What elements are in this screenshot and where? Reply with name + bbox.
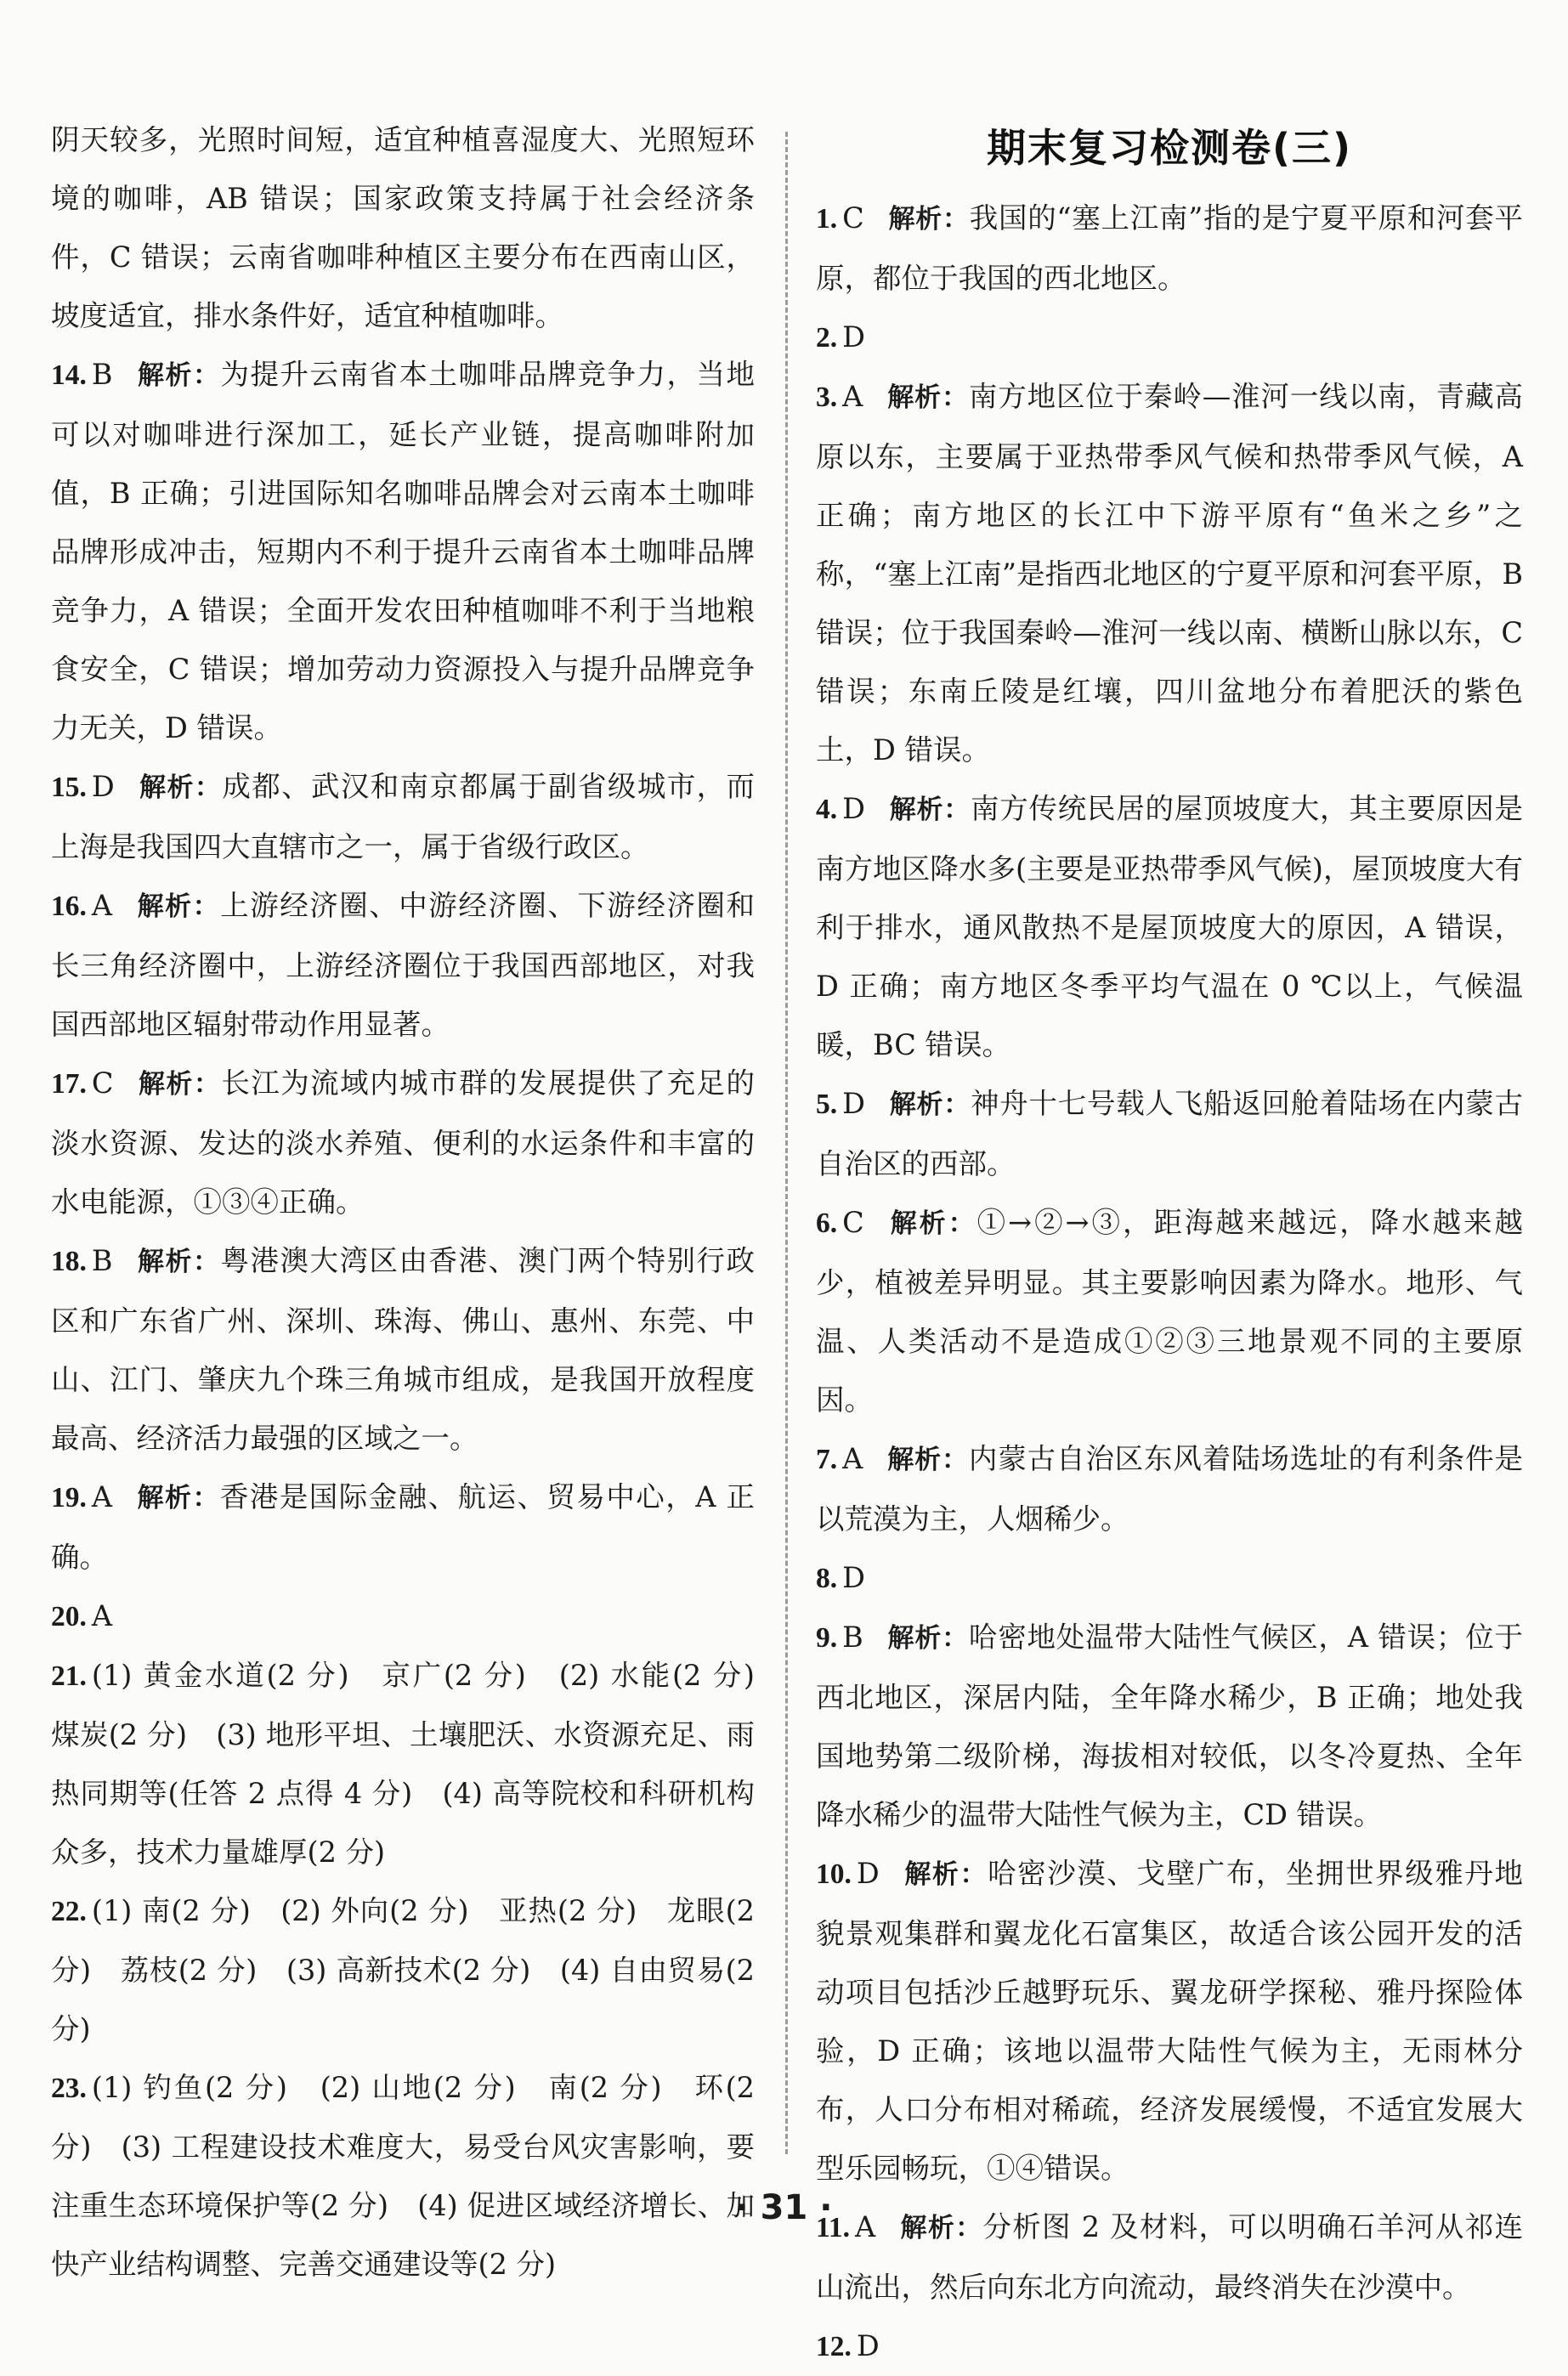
analysis-text: (1) 南(2 分) (2) 外向(2 分) 亚热(2 分) 龙眼(2 分) 荔枝(2 分) (3) 高新技术(2 分) (4) 自由贸易(2 分) [51, 1894, 755, 2045]
answer-item [51, 1881, 755, 2058]
analysis-text: 香港是国际金融、航运、贸易中心，A 正确。 [51, 1480, 756, 1574]
page-number: · 31 · [735, 2188, 833, 2227]
analysis-label: 解析： [136, 1483, 220, 1513]
question-number: 19. [51, 1482, 87, 1513]
analysis-text: 哈密沙漠、戈壁广布，坐拥世界级雅丹地貌景观集群和翼龙化石富集区，故适合该公园开发的活动项目包括沙丘越野玩乐、翼龙研学探秘、雅丹探险体验，D 正确；该地以温带大陆性气候为主，无雨林分布，人口分布相对稀疏，经济发展缓慢，不适宜发展大型乐园畅玩，①④错误。 [816, 1857, 1524, 2185]
analysis-label: 解析： [887, 1208, 977, 1239]
question-number: 16. [51, 891, 87, 922]
answer-choice: C [91, 1066, 114, 1100]
question-number: 15. [51, 772, 87, 803]
answer-item [51, 2058, 755, 2294]
left-intro-text: 阴天较多，光照时间短，适宜种植喜湿度大、光照短环境的咖啡，AB 错误；国家政策支持属于社会经济条件，C 错误；云南省咖啡种植区主要分布在西南山区，坡度适宜，排水条件好，适宜种植咖啡。 [51, 123, 755, 332]
question-number: 5. [816, 1089, 838, 1120]
question-number: 1. [816, 203, 838, 235]
answer-item [816, 1429, 1523, 1548]
analysis-label: 解析： [899, 2213, 983, 2243]
analysis-text: 成都、武汉和南京都属于副省级城市，而上海是我国四大直辖市之一，属于省级行政区。 [51, 770, 756, 863]
answer-choice: A [91, 1599, 113, 1632]
question-number: 20. [51, 1601, 87, 1632]
analysis-text: 南方地区位于秦岭—淮河一线以南，青藏高原以东，主要属于亚热带季风气候和热带季风气候，A 正确；南方地区的长江中下游平原有“鱼米之乡”之称，“塞上江南”是指西北地区的宁夏平原和河套平原，B 错误；位于我国秦岭—淮河一线以南、横断山脉以东，C 错误；东南丘陵是红壤，四川盆地分布着肥沃的紫色土，D 错误。 [816, 380, 1524, 767]
question-number: 14. [51, 359, 87, 391]
question-number: 21. [51, 1660, 87, 1692]
analysis-label: 解析： [136, 360, 221, 391]
answer-choice: B [842, 1621, 863, 1654]
answer-item [816, 2317, 1523, 2376]
analysis-label: 解析： [888, 1089, 971, 1120]
answer-item [816, 1074, 1523, 1193]
answer-item [51, 1231, 755, 1468]
exam-title: 期末复习检测卷(三) [986, 125, 1353, 171]
analysis-text: (1) 黄金水道(2 分) 京广(2 分) (2) 水能(2 分) 煤炭(2 分) (3) 地形平坦、土壤肥沃、水资源充足、雨热同期等(任答 2 点得 4 分) (4) 高等院校和科研机构众多，技术力量雄厚(2 分) [51, 1659, 784, 1869]
question-number: 23. [51, 2073, 87, 2104]
answer-item [51, 757, 755, 876]
answer-item [816, 1608, 1523, 1844]
analysis-label: 解析： [887, 204, 970, 235]
answer-item [816, 1548, 1523, 1608]
question-number: 6. [816, 1208, 838, 1239]
analysis-label: 解析： [138, 772, 223, 803]
question-number: 8. [816, 1563, 838, 1594]
analysis-text: 为提升云南省本土咖啡品牌竞争力，当地可以对咖啡进行深加工，延长产业链，提高咖啡附加值，B 正确；引进国际知名咖啡品牌会对云南本土咖啡品牌形成冲击，短期内不利于提升云南省本土咖啡品牌竞争力，A 错误；全面开发农田种植咖啡不利于当地粮食安全，C 错误；增加劳动力资源投入与提升品牌竞争力无关，D 错误。 [51, 358, 755, 744]
answer-item [51, 1054, 755, 1231]
answer-choice: C [842, 1206, 864, 1239]
question-number: 7. [816, 1444, 838, 1475]
answer-item [51, 1587, 755, 1646]
answer-choice: A [842, 1442, 863, 1475]
analysis-label: 解析： [886, 382, 969, 413]
answer-item [816, 1193, 1523, 1429]
question-number: 12. [816, 2331, 852, 2362]
answer-choice: D [842, 1087, 865, 1120]
answer-choice: A [91, 889, 113, 922]
answer-item [51, 876, 755, 1054]
question-number: 9. [816, 1622, 838, 1654]
answer-choice: A [842, 380, 863, 413]
answer-item [816, 1844, 1523, 2198]
answer-choice: D [842, 320, 865, 354]
analysis-label: 解析： [137, 1069, 222, 1100]
question-number: 18. [51, 1246, 87, 1277]
analysis-text: (1) 钓鱼(2 分) (2) 山地(2 分) 南(2 分) 环(2 分) (3) 工程建设技术难度大，易受台风灾害影响，要注重生态环境保护等(2 分) (4) 促进区域经济增长、加快产业结构调整、完善交通建设等(2 分) [51, 2071, 755, 2281]
left-question-list [51, 345, 784, 2294]
answer-item [816, 779, 1523, 1074]
analysis-text: 长江为流域内城市群的发展提供了充足的淡水资源、发达的淡水养殖、便利的水运条件和丰富的水电能源，①③④正确。 [51, 1066, 756, 1219]
answer-choice: A [855, 2210, 876, 2243]
analysis-label: 解析： [886, 1623, 969, 1654]
column-divider [785, 132, 788, 2154]
analysis-text: 分析图 2 及材料，可以明确石羊河从祁连山流出，然后向东北方向流动，最终消失在沙漠中。 [816, 2210, 1523, 2304]
answer-choice: B [91, 1244, 113, 1277]
answer-item [51, 1468, 755, 1587]
answer-choice: B [91, 358, 113, 391]
answer-item [816, 308, 1523, 367]
analysis-label: 解析： [888, 795, 971, 825]
answer-choice: D [856, 1857, 880, 1890]
answer-item [816, 367, 1523, 779]
answer-choice: C [842, 201, 864, 235]
left-column [51, 110, 784, 2294]
answer-choice: D [842, 792, 865, 825]
analysis-text: ①→②→③，距海越来越远，降水越来越少，植被差异明显。其主要影响因素为降水。地形、气温、人类活动不是造成①②③三地景观不同的主要原因。 [816, 1206, 1523, 1417]
right-column [816, 189, 1523, 2376]
analysis-text: 南方传统民居的屋顶坡度大，其主要原因是南方地区降水多(主要是亚热带季风气候)，屋顶坡度大有利于排水，通风散热不是屋顶坡度大的原因，A 错误，D 正确；南方地区冬季平均气温在 0 ℃以上，气候温暖，BC 错误。 [816, 792, 1524, 1061]
analysis-text: 我国的“塞上江南”指的是宁夏平原和河套平原，都位于我国的西北地区。 [816, 201, 1523, 295]
answer-item [816, 189, 1523, 308]
answer-choice: A [91, 1480, 113, 1513]
question-number: 11. [816, 2212, 851, 2243]
analysis-text: 粤港澳大湾区由香港、澳门两个特别行政区和广东省广州、深圳、珠海、佛山、惠州、东莞、中山、江门、肇庆九个珠三角城市组成，是我国开放程度最高、经济活力最强的区域之一。 [51, 1244, 755, 1455]
analysis-label: 解析： [886, 1445, 969, 1475]
question-number: 4. [816, 794, 838, 825]
analysis-label: 解析： [903, 1859, 988, 1890]
answer-choice: D [856, 2329, 880, 2362]
right-question-list [816, 189, 1523, 2376]
analysis-label: 解析： [136, 891, 221, 922]
analysis-label: 解析： [136, 1247, 221, 1277]
answer-choice: D [91, 770, 115, 803]
analysis-text: 哈密地处温带大陆性气候区，A 错误；位于西北地区，深居内陆，全年降水稀少，B 正确；地处我国地势第二级阶梯，海拔相对较低，以冬冷夏热、全年降水稀少的温带大陆性气候为主，CD 错误。 [816, 1621, 1524, 1831]
question-number: 22. [51, 1896, 87, 1927]
answer-choice: D [842, 1561, 865, 1594]
question-number: 17. [51, 1068, 87, 1100]
answer-item [51, 345, 755, 757]
analysis-text: 神舟十七号载人飞船返回舱着陆场在内蒙古自治区的西部。 [816, 1087, 1524, 1180]
analysis-text: 内蒙古自治区东风着陆场选址的有利条件是以荒漠为主，人烟稀少。 [816, 1442, 1524, 1536]
answer-item [51, 1646, 784, 1881]
analysis-text: 上游经济圈、中游经济圈、下游经济圈和长三角经济圈中，上游经济圈位于我国西部地区，对我国西部地区辐射带动作用显著。 [51, 889, 756, 1041]
question-number: 3. [816, 382, 838, 413]
question-number: 10. [816, 1858, 852, 1890]
question-number: 2. [816, 322, 838, 354]
